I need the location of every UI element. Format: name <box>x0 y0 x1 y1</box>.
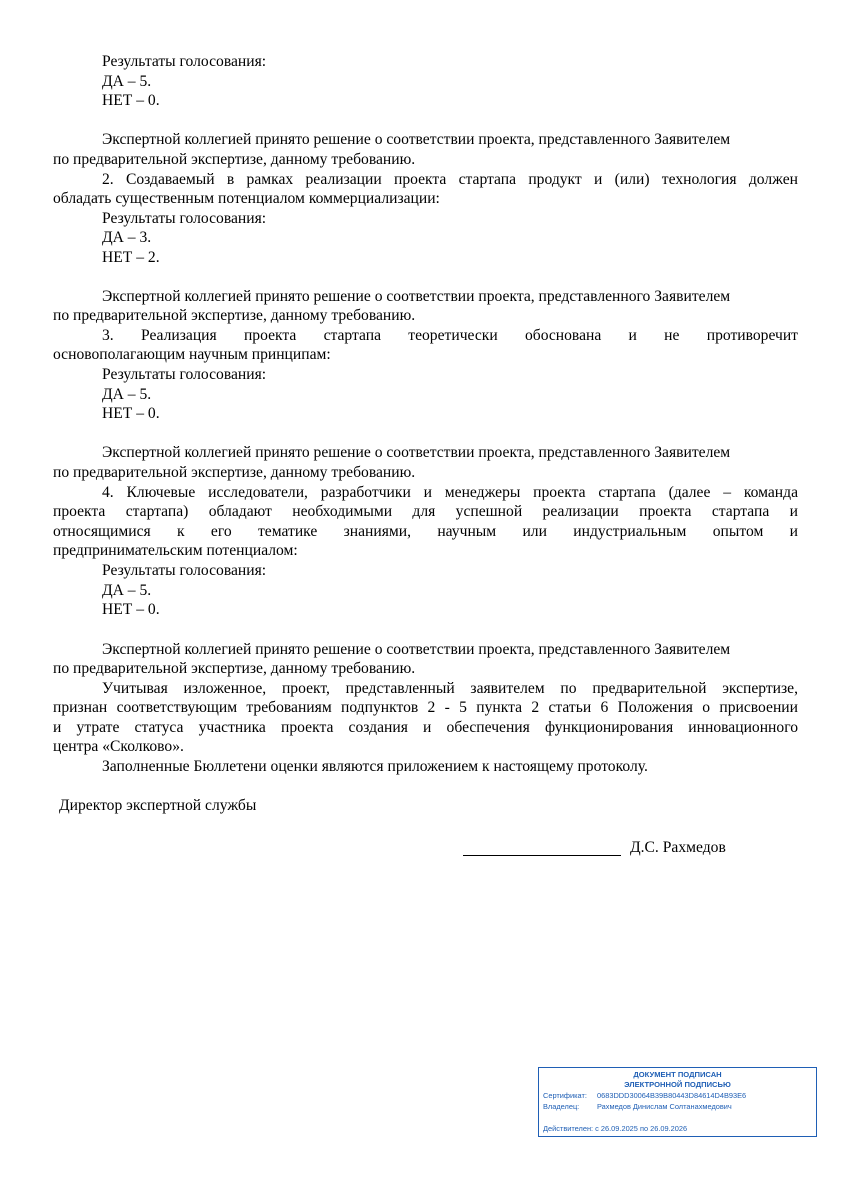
stamp-cert-label: Сертификат: <box>543 1091 587 1100</box>
votes-yes: ДА – 5. <box>102 582 152 599</box>
criterion-3-text: основополагающим научным принципам: <box>53 346 331 363</box>
votes-no: НЕТ – 0. <box>102 405 160 422</box>
decision-line: по предварительной экспертизе, данному требованию. <box>53 151 416 168</box>
votes-no: НЕТ – 0. <box>102 92 160 109</box>
decision-line: по предварительной экспертизе, данному требованию. <box>53 660 416 677</box>
decision-line: Экспертной коллегией принято решение о соответствии проекта, представленного Заявителем <box>102 288 731 305</box>
stamp-title: ДОКУМЕНТ ПОДПИСАН <box>633 1070 722 1079</box>
votes-no: НЕТ – 0. <box>102 601 160 618</box>
votes-yes: ДА – 3. <box>102 229 152 246</box>
attachment-note: Заполненные Бюллетени оценки являются приложением к настоящему протоколу. <box>102 758 648 775</box>
stamp-owner-value: Рахмедов Динислам Солтанахмедович <box>597 1102 732 1111</box>
criterion-4-text: 4. Ключевые исследователи, разработчики и менеджеры проекта стартапа (далее – команда <box>102 484 798 501</box>
criterion-4-text: предпринимательским потенциалом: <box>53 542 298 559</box>
stamp-cert-value: 0683DDD30064B39B80443D84614D4B93E6 <box>597 1091 747 1100</box>
votes-yes: ДА – 5. <box>102 73 152 90</box>
signature-line <box>463 855 621 856</box>
decision-line: по предварительной экспертизе, данному требованию. <box>53 464 416 481</box>
conclusion-text: Учитывая изложенное, проект, представленный заявителем по предварительной экспертизе, <box>102 680 798 697</box>
votes-title: Результаты голосования: <box>102 366 267 383</box>
stamp-owner-label: Владелец: <box>543 1102 580 1111</box>
criterion-4-text: проекта стартапа) обладают необходимыми для успешной реализации проекта стартапа и <box>53 503 798 520</box>
criterion-3-text: 3. Реализация проекта стартапа теоретически обоснована и не противоречит <box>102 327 798 344</box>
votes-yes: ДА – 5. <box>102 386 152 403</box>
criterion-4-text: относящимися к его тематике знаниями, научным или индустриальным опытом и <box>53 523 798 540</box>
decision-line: Экспертной коллегией принято решение о соответствии проекта, представленного Заявителем <box>102 641 731 658</box>
conclusion-text: центра «Сколково». <box>53 738 184 755</box>
votes-title: Результаты голосования: <box>102 562 267 579</box>
signer-name: Д.С. Рахмедов <box>630 839 726 856</box>
votes-no: НЕТ – 2. <box>102 249 160 266</box>
criterion-2-text: 2. Создаваемый в рамках реализации проекта стартапа продукт и (или) технология должен <box>102 171 798 188</box>
votes-title: Результаты голосования: <box>102 53 267 70</box>
decision-line: Экспертной коллегией принято решение о соответствии проекта, представленного Заявителем <box>102 444 731 461</box>
decision-line: Экспертной коллегией принято решение о соответствии проекта, представленного Заявителем <box>102 131 731 148</box>
decision-line: по предварительной экспертизе, данному требованию. <box>53 307 416 324</box>
criterion-2-text: обладать существенным потенциалом коммерциализации: <box>53 190 440 207</box>
votes-title: Результаты голосования: <box>102 210 267 227</box>
stamp-validity: Действителен: с 26.09.2025 по 26.09.2026 <box>543 1124 688 1133</box>
signer-position: Директор экспертной службы <box>59 797 257 814</box>
stamp-title: ЭЛЕКТРОННОЙ ПОДПИСЬЮ <box>624 1080 731 1089</box>
e-signature-stamp <box>538 1067 817 1137</box>
conclusion-text: и утрате статуса участника проекта создания и обеспечения функционирования инновационного <box>53 719 798 736</box>
conclusion-text: признан соответствующим требованиям подпунктов 2 - 5 пункта 2 статьи 6 Положения о присвоении <box>53 699 798 716</box>
